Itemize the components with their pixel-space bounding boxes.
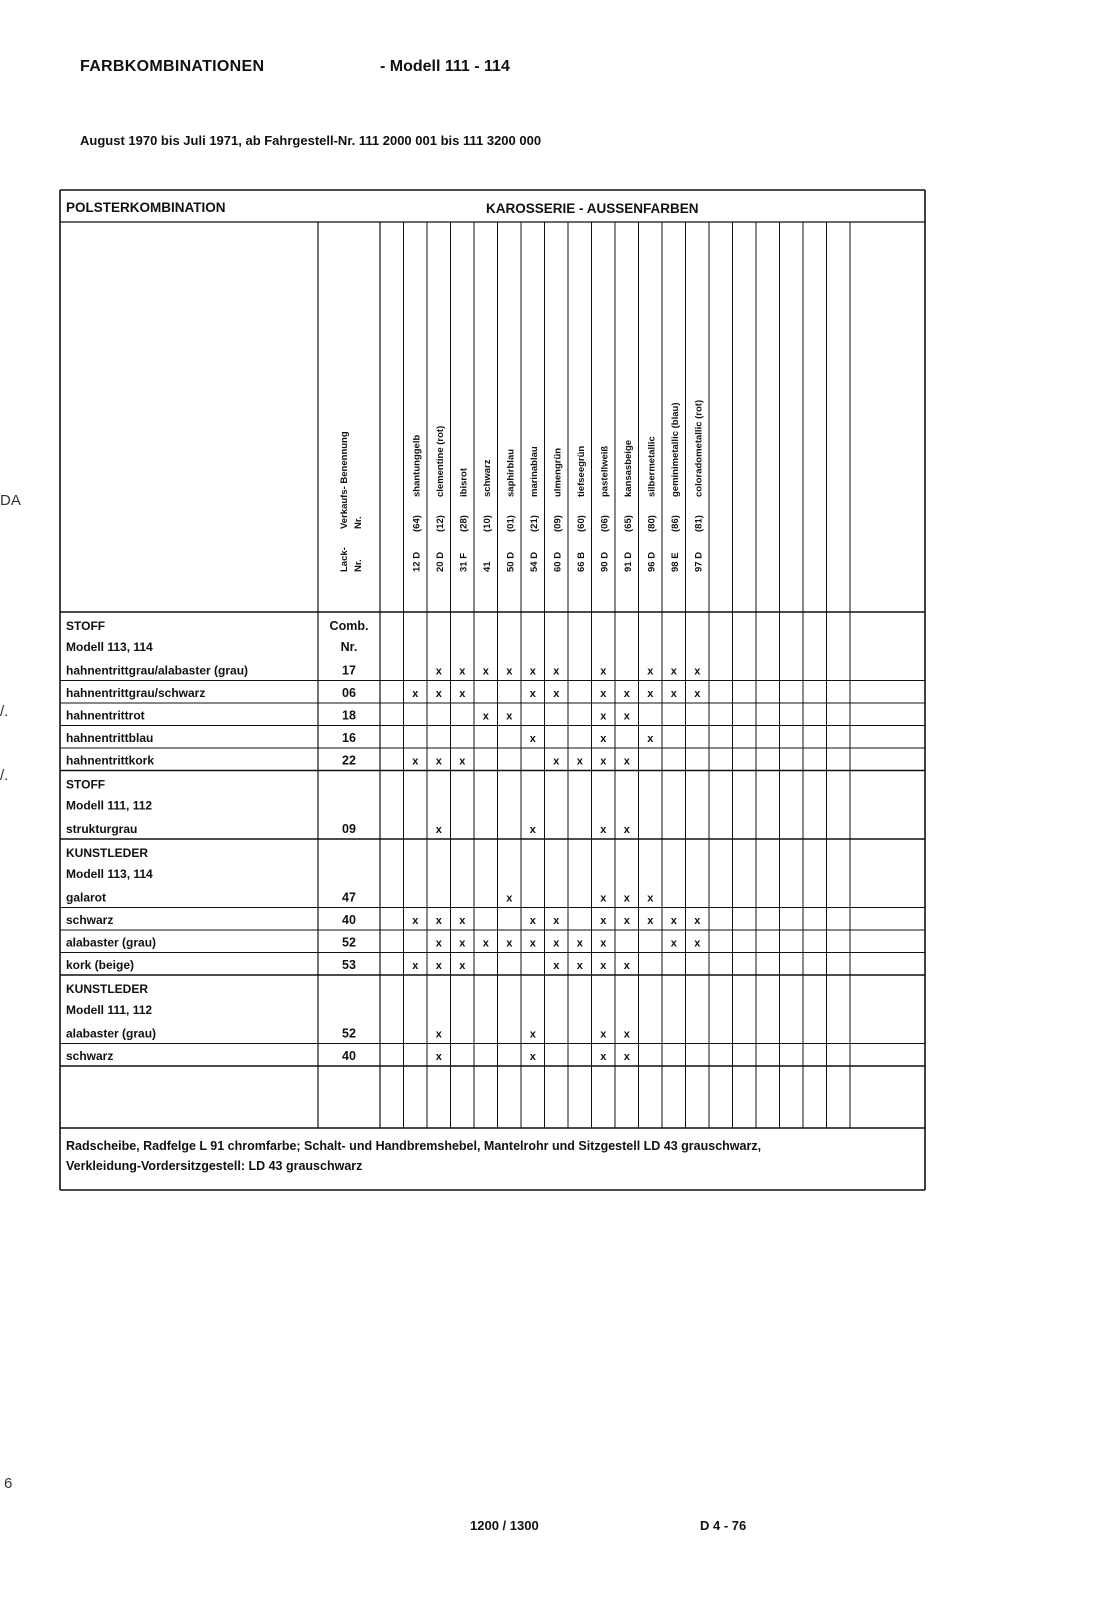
comb-label-nr: Nr. (340, 640, 358, 654)
group-label: Modell 113, 114 (66, 640, 153, 654)
color-name: coloradometallic (rot) (693, 399, 705, 497)
color-sales-nr: (06) (599, 515, 611, 532)
combination-mark: x (670, 688, 677, 700)
color-lack-nr: 54 D (528, 551, 540, 572)
combination-mark: x (529, 688, 536, 700)
upholstery-comb-nr: 06 (342, 686, 356, 700)
color-name: schwarz (481, 459, 493, 497)
combination-mark: x (529, 915, 536, 927)
combination-mark: x (647, 665, 654, 678)
color-lack-nr: 97 D (693, 551, 705, 572)
combination-mark: x (529, 824, 536, 836)
combination-mark: x (670, 665, 677, 678)
color-name: tiefseegrün (575, 445, 587, 497)
group-label: Modell 113, 114 (66, 867, 153, 881)
combination-mark: x (600, 710, 607, 723)
combination-mark: x (435, 824, 442, 836)
group-label: KUNSTLEDER (66, 846, 149, 860)
upholstery-comb-nr: 22 (342, 753, 356, 768)
combination-mark: x (412, 755, 419, 768)
color-sales-nr: (12) (434, 515, 446, 532)
footer-model-number: 1200 / 1300 (470, 1518, 539, 1533)
group-label: KUNSTLEDER (66, 982, 149, 996)
combination-mark: x (600, 960, 607, 972)
comb-label: Comb. (329, 619, 369, 633)
upholstery-comb-nr: 52 (342, 935, 356, 950)
color-lack-nr: 50 D (505, 551, 517, 572)
color-sales-nr: (65) (622, 515, 634, 532)
model-label: - Modell 111 - 114 (380, 58, 510, 75)
combination-mark: x (553, 960, 560, 972)
color-name: kansasbeige (622, 439, 634, 497)
header-verkaufs-nr: Nr. (353, 516, 364, 529)
combination-mark: x (623, 824, 630, 836)
combination-mark: x (412, 688, 419, 700)
header-karosserie: KAROSSERIE - AUSSENFARBEN (486, 201, 699, 216)
color-lack-nr: 98 E (669, 552, 681, 572)
combination-mark: x (647, 892, 654, 905)
combination-mark: x (553, 755, 560, 768)
combination-mark: x (435, 1051, 442, 1063)
combination-mark: x (435, 665, 442, 678)
combination-mark: x (623, 892, 630, 905)
color-name: clementine (rot) (434, 425, 446, 497)
upholstery-name: alabaster (grau) (66, 935, 157, 950)
color-sales-nr: (01) (505, 515, 517, 532)
combination-mark: x (623, 1028, 630, 1041)
upholstery-name: hahnentrittgrau/alabaster (grau) (66, 663, 249, 678)
combination-mark: x (694, 688, 701, 700)
combination-mark: x (459, 960, 466, 972)
combination-mark: x (576, 755, 583, 768)
combination-mark: x (529, 733, 536, 745)
combination-mark: x (506, 937, 513, 950)
combination-mark: x (623, 710, 630, 723)
combination-mark: x (600, 1051, 607, 1063)
upholstery-comb-nr: 53 (342, 958, 356, 972)
combination-mark: x (647, 688, 654, 700)
combination-mark: x (459, 937, 466, 950)
upholstery-name: galarot (66, 890, 107, 905)
upholstery-name: alabaster (grau) (66, 1026, 157, 1041)
combination-mark: x (600, 665, 607, 678)
header-lack-nr-2: Nr. (353, 559, 364, 572)
color-sales-nr: (80) (646, 515, 658, 532)
upholstery-name: hahnentrittkork (66, 753, 155, 768)
combination-mark: x (553, 688, 560, 700)
color-name: saphirblau (505, 448, 517, 497)
combination-mark: x (412, 915, 419, 927)
combination-mark: x (670, 937, 677, 950)
margin-mark-3: /. (0, 767, 9, 784)
color-sales-nr: (10) (481, 515, 493, 532)
combination-mark: x (506, 892, 513, 905)
header-lack-nr: Lack- (339, 547, 350, 572)
margin-mark-4: 6 (4, 1475, 13, 1492)
upholstery-name: kork (beige) (66, 958, 135, 972)
combination-mark: x (482, 937, 489, 950)
upholstery-name: hahnentrittgrau/schwarz (66, 686, 206, 700)
upholstery-comb-nr: 40 (342, 1049, 356, 1063)
upholstery-comb-nr: 16 (342, 731, 356, 745)
upholstery-comb-nr: 47 (342, 890, 356, 905)
combination-mark: x (482, 665, 489, 678)
combination-mark: x (529, 665, 536, 678)
combination-mark: x (459, 688, 466, 700)
upholstery-name: hahnentrittblau (66, 731, 154, 745)
combination-mark: x (600, 937, 607, 950)
combination-mark: x (529, 1028, 536, 1041)
color-name: ulmengrün (552, 447, 564, 497)
combination-mark: x (623, 915, 630, 927)
header-verkaufs: Verkaufs- Benennung (339, 431, 350, 529)
color-sales-nr: (09) (552, 515, 564, 532)
color-lack-nr: 12 D (411, 551, 423, 572)
color-sales-nr: (21) (528, 515, 540, 532)
group-label: STOFF (66, 777, 106, 792)
color-lack-nr: 96 D (646, 551, 658, 572)
color-sales-nr: (86) (669, 515, 681, 532)
combination-mark: x (459, 915, 466, 927)
color-lack-nr: 66 B (575, 551, 587, 572)
combination-mark: x (600, 688, 607, 700)
combination-mark: x (459, 665, 466, 678)
upholstery-name: hahnentrittrot (66, 708, 145, 723)
combination-mark: x (647, 915, 654, 927)
group-label: Modell 111, 112 (66, 798, 153, 813)
group-label: STOFF (66, 619, 106, 633)
combination-mark: x (435, 755, 442, 768)
upholstery-comb-nr: 09 (342, 822, 356, 836)
combination-mark: x (670, 915, 677, 927)
combination-mark: x (529, 937, 536, 950)
combination-mark: x (576, 960, 583, 972)
combination-mark: x (623, 960, 630, 972)
combination-mark: x (623, 1051, 630, 1063)
group-label: Modell 111, 112 (66, 1003, 153, 1017)
color-sales-nr: (28) (458, 515, 470, 532)
upholstery-name: strukturgrau (66, 822, 138, 836)
upholstery-comb-nr: 17 (342, 663, 356, 678)
table-note: Radscheibe, Radfelge L 91 chromfarbe; Schalt- und Handbremshebel, Mantelrohr und Sitzgestell LD 43 grauschwarz, (66, 1139, 762, 1153)
color-lack-nr: 90 D (599, 551, 611, 572)
color-lack-nr: 91 D (622, 551, 634, 572)
header-polsterkombination: POLSTERKOMBINATION (66, 200, 226, 215)
margin-mark-1: DA (0, 492, 21, 509)
table-note: Verkleidung-Vordersitzgestell: LD 43 grauschwarz (66, 1159, 363, 1173)
combination-mark: x (529, 1051, 536, 1063)
combination-mark: x (553, 665, 560, 678)
color-sales-nr: (60) (575, 515, 587, 532)
validity-period: August 1970 bis Juli 1971, ab Fahrgestell-Nr. 111 2000 001 bis 111 3200 000 (80, 133, 542, 148)
page-title: FARBKOMBINATIONEN (80, 58, 265, 75)
upholstery-comb-nr: 40 (342, 913, 356, 927)
combination-mark: x (412, 960, 419, 972)
combination-mark: x (435, 960, 442, 972)
color-lack-nr: 60 D (552, 551, 564, 572)
upholstery-name: schwarz (66, 913, 114, 927)
combination-mark: x (435, 688, 442, 700)
color-name: silbermetallic (646, 436, 658, 497)
combination-mark: x (623, 755, 630, 768)
combination-mark: x (694, 937, 701, 950)
combination-mark: x (600, 755, 607, 768)
combination-mark: x (459, 755, 466, 768)
color-lack-nr: 31 F (458, 552, 470, 572)
combination-mark: x (694, 665, 701, 678)
combination-mark: x (600, 824, 607, 836)
combination-mark: x (576, 937, 583, 950)
color-name: ibisrot (458, 467, 470, 497)
combination-mark: x (553, 937, 560, 950)
upholstery-name: schwarz (66, 1049, 114, 1063)
upholstery-comb-nr: 18 (342, 708, 356, 723)
combination-mark: x (435, 1028, 442, 1041)
combination-mark: x (600, 915, 607, 927)
combination-mark: x (482, 710, 489, 723)
combination-mark: x (600, 733, 607, 745)
upholstery-comb-nr: 52 (342, 1026, 356, 1041)
combination-mark: x (600, 1028, 607, 1041)
color-sales-nr: (81) (693, 515, 705, 532)
combination-mark: x (506, 710, 513, 723)
combination-mark: x (435, 937, 442, 950)
margin-mark-2: /. (0, 703, 9, 720)
combination-mark: x (435, 915, 442, 927)
combination-mark: x (553, 915, 560, 927)
color-lack-nr: 41 (481, 561, 493, 572)
color-lack-nr: 20 D (434, 551, 446, 572)
combination-mark: x (623, 688, 630, 700)
color-name: pastellweiß (599, 445, 611, 497)
footer-page-number: D 4 - 76 (700, 1518, 747, 1533)
color-sales-nr: (64) (411, 515, 423, 532)
color-name: geminimetallic (blau) (669, 402, 681, 497)
color-name: marinablau (528, 446, 540, 497)
combination-mark: x (647, 733, 654, 745)
combination-mark: x (506, 665, 513, 678)
combination-mark: x (694, 915, 701, 927)
combination-mark: x (600, 892, 607, 905)
color-name: shantunggelb (411, 434, 423, 497)
